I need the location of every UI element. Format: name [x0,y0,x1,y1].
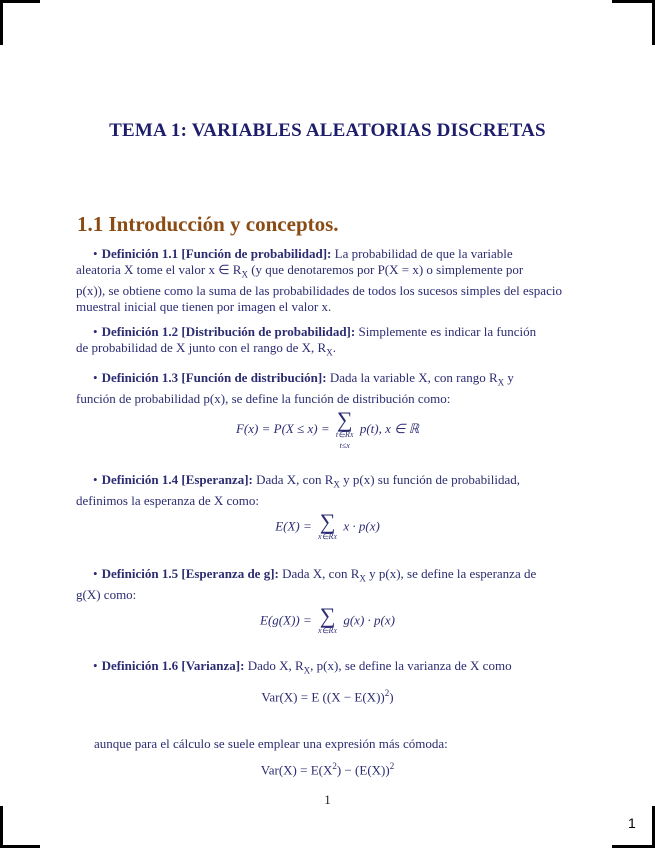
bullet-icon: • [93,370,98,385]
definition-1-2: • Definición 1.2 [Distribución de probabilidad]: Simplemente es indicar la función de probabilidad de X junto con el rango de X, $R_X$. [76,324,537,358]
document-title: TEMA 1: VARIABLES ALEATORIAS DISCRETAS [109,120,546,141]
bullet-icon: • [93,246,98,261]
equation-variance: Var(X) = E $((X - E(X))^2)$ [261,688,394,705]
summation-icon: ∑ x∈RX [318,603,338,635]
definition-heading: Definición 1.1 [Función de probabilidad]: [101,246,332,261]
bullet-icon: • [93,324,98,339]
paragraph-note: aunque para el cálculo se suele emplear una expresión más cómoda: [94,736,448,751]
crop-mark-top-right-h [612,0,655,3]
section-heading: 1.1 Introducción y conceptos. [77,212,339,236]
crop-mark-top-left-h [0,0,40,3]
definition-1-3: • Definición 1.3 [Función de distribución]: Dada la variable X, con rango $R_X$ y función de probabilidad p(x), se define la función de distribución como: [76,370,514,406]
bullet-icon: • [93,472,98,487]
summation-icon: ∑ t∈RX t≤x [335,407,354,450]
definition-heading: Definición 1.4 [Esperanza]: [101,472,253,487]
viewer-page-indicator: 1 [628,815,636,831]
equation-distribution-function: F(x) = P(X ≤ x) = ∑ t∈RX t≤x p(t), x ∈ ℝ [235,407,420,450]
crop-mark-top-left-v [0,0,3,45]
bullet-icon: • [93,658,98,673]
definition-heading: Definición 1.3 [Función de distribución]: [101,370,327,385]
equation-expectation: E(X) = ∑ x∈RX x · p(x) [275,509,380,541]
definition-heading: Definición 1.5 [Esperanza de g]: [101,566,279,581]
bullet-icon: • [93,566,98,581]
page-number: 1 [324,792,331,807]
equation-variance-alt: $Var(X) = E(X^2) - (E(X))^2$ [260,761,395,778]
definition-1-6: • Definición 1.6 [Varianza]: Dado X, $R_X$, p(x), se define la varianza de X como [93,658,512,676]
definition-1-1: • Definición 1.1 [Función de probabilidad]: La probabilidad de que la variable aleatoria X tome el valor x ∈ $R_X$ (y que denotaremos por P(X = x) o simplemente por p(x)), se obtiene como la suma de las probabilidades de todos los sucesos simples del espacio muestral inicial que tienen por imagen el valor x. [76,246,562,314]
summation-icon: ∑ x∈RX [318,509,338,541]
definition-heading: Definición 1.2 [Distribución de probabilidad]: [101,324,356,339]
equation-expectation-g: E(g(X)) = ∑ x∈RX g(x) · p(x) [260,603,395,635]
definition-1-4: • Definición 1.4 [Esperanza]: Dada X, con $R_X$ y p(x) su función de probabilidad, definimos la esperanza de X como: [76,472,521,508]
crop-mark-bottom-left-v [0,806,3,848]
definition-1-5: • Definición 1.5 [Esperanza de g]: Dada X, con $R_X$ y p(x), se define la esperanza de g(X) como: [76,566,537,602]
definition-heading: Definición 1.6 [Varianza]: [101,658,245,673]
